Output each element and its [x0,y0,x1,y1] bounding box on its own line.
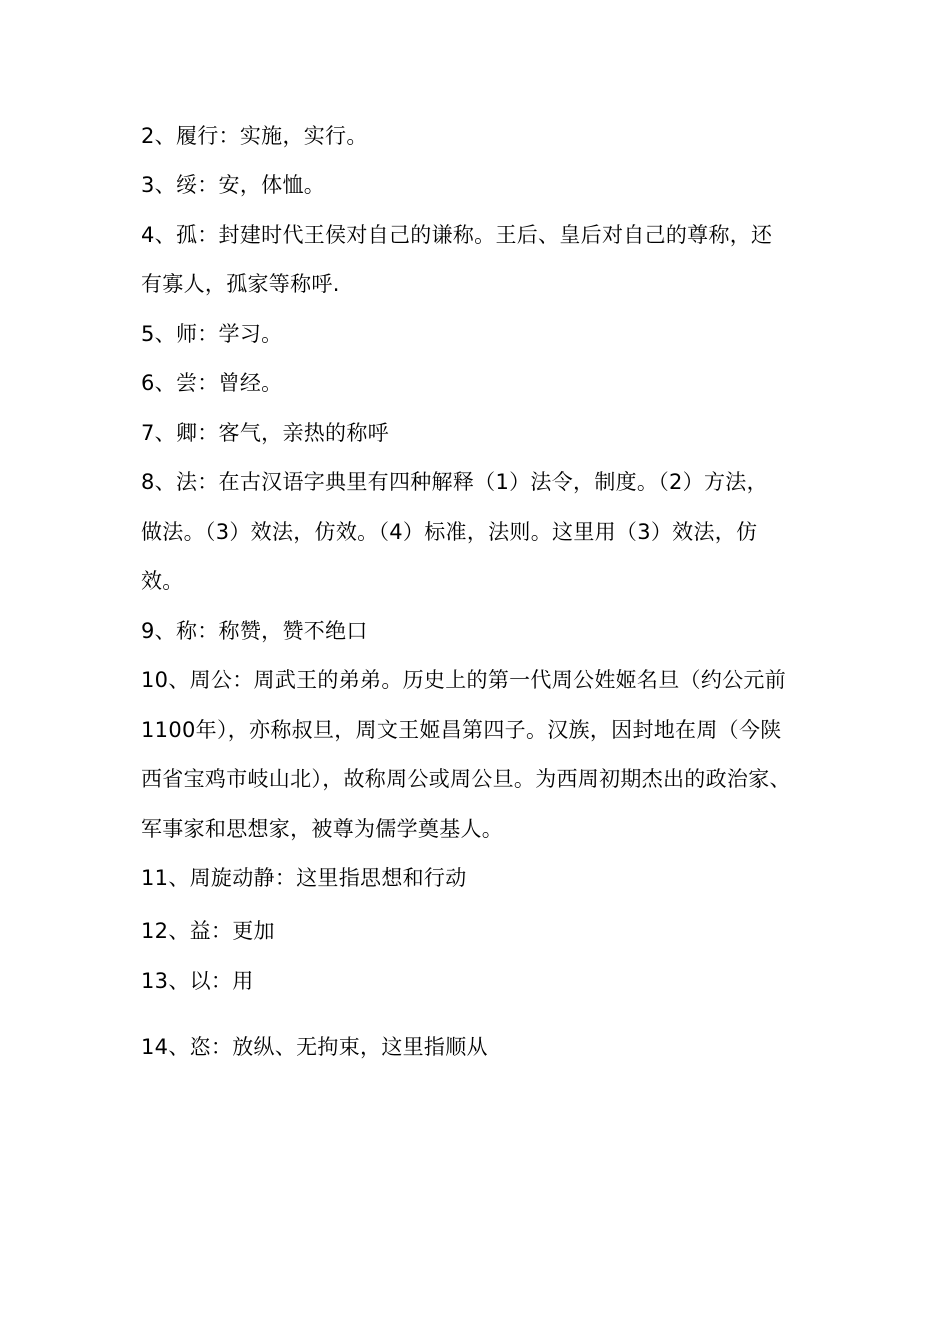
note-10-line-2: 1100年），亦称叔旦，周文王姬昌第四子。汉族，因封地在周（今陕 [141,718,782,742]
note-8-line-3: 效。 [141,569,184,593]
note-8-line-1: 8、法：在古汉语字典里有四种解释（1）法令，制度。（2）方法， [141,470,768,494]
note-14: 14、恣：放纵、无拘束，这里指顺从 [141,1035,488,1059]
note-13: 13、以：用 [141,969,254,993]
note-2: 2、履行：实施，实行。 [141,124,368,148]
note-6: 6、尝：曾经。 [141,371,283,395]
note-10-line-1: 10、周公：周武王的弟弟。历史上的第一代周公姓姬名旦（约公元前 [141,668,787,692]
note-3: 3、绥：安，体恤。 [141,173,326,197]
note-8-line-2: 做法。（3）效法，仿效。（4）标准，法则。这里用（3）效法，仿 [141,520,758,544]
note-12: 12、益：更加 [141,919,275,943]
note-4-line-2: 有寡人，孤家等称呼. [141,272,340,296]
note-11: 11、周旋动静：这里指思想和行动 [141,866,467,890]
note-10-line-4: 军事家和思想家，被尊为儒学奠基人。 [141,817,504,841]
note-10-line-3: 西省宝鸡市岐山北），故称周公或周公旦。为西周初期杰出的政治家、 [141,767,791,791]
note-9: 9、称：称赞，赞不绝口 [141,619,368,643]
note-4-line-1: 4、孤：封建时代王侯对自己的谦称。王后、皇后对自己的尊称，还 [141,223,773,247]
note-5: 5、师：学习。 [141,322,283,346]
note-7: 7、卿：客气，亲热的称呼 [141,421,389,445]
